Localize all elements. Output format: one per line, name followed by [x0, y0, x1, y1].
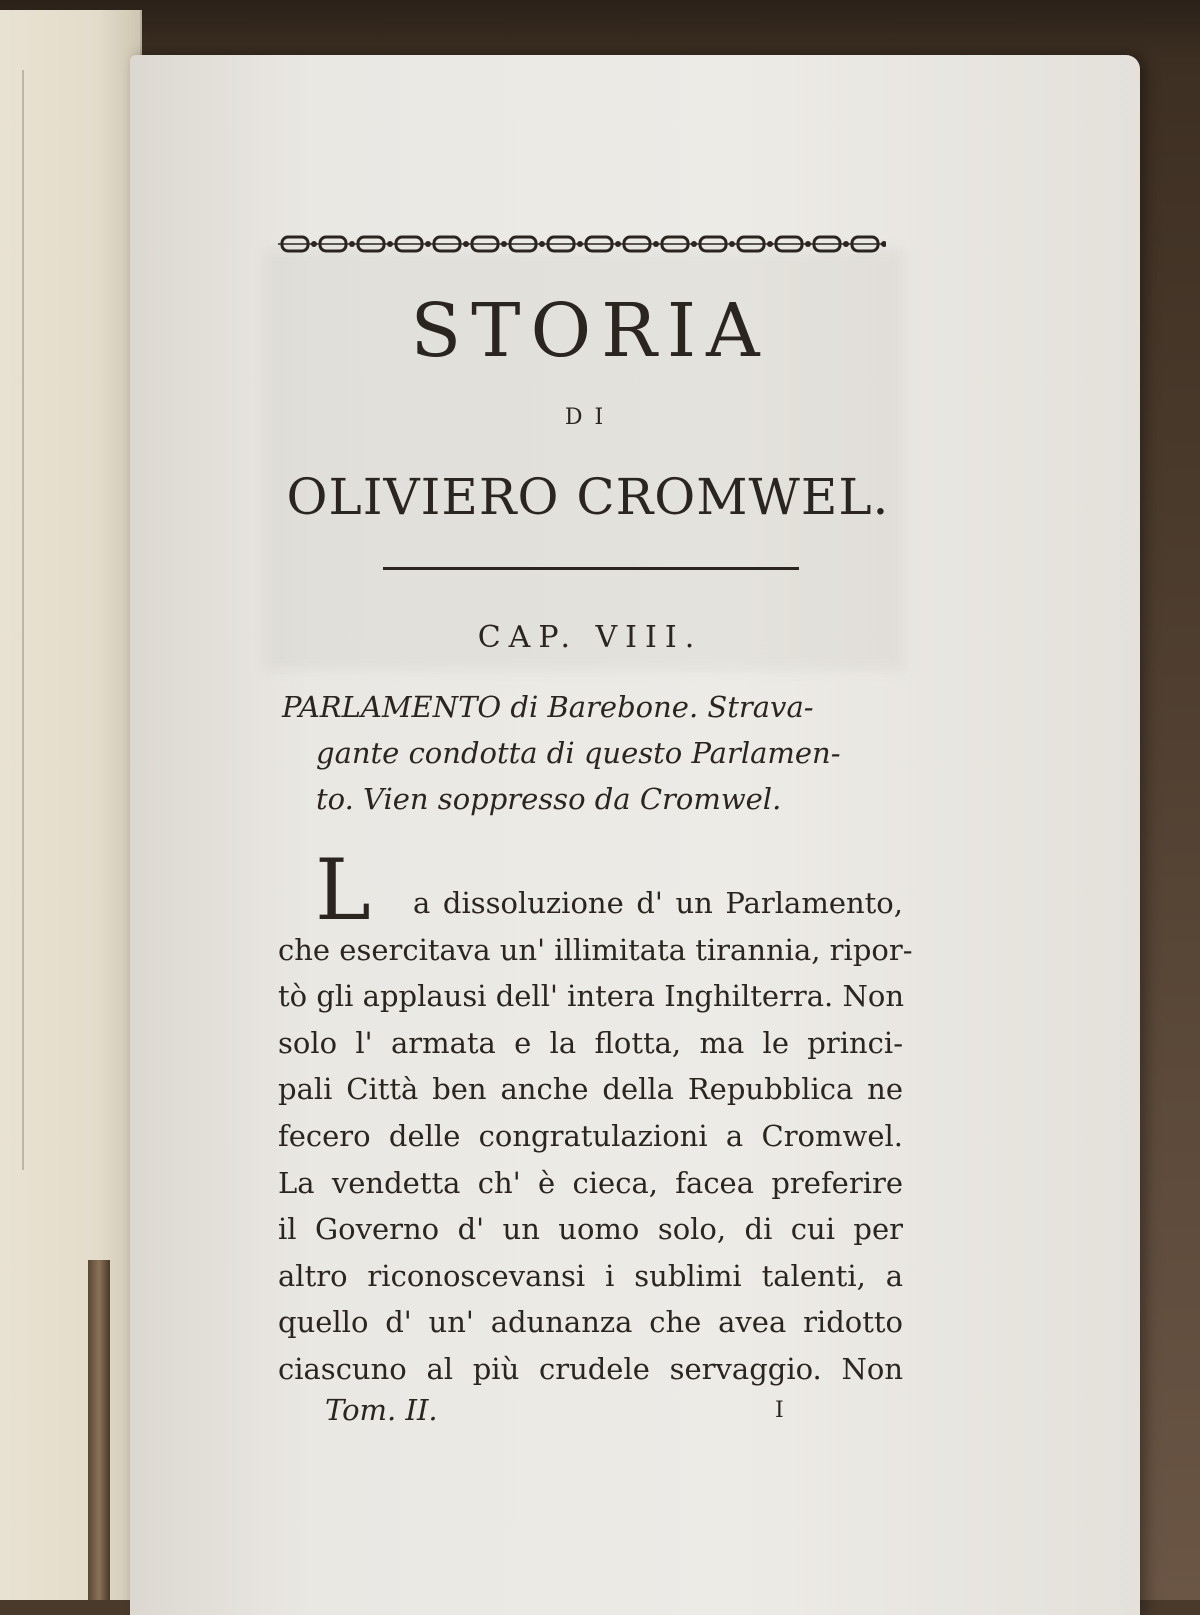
- body-line: solo l' armata e la flotta, ma le princi-: [278, 1025, 903, 1060]
- title-subject: OLIVIERO CROMWEL.: [286, 468, 890, 526]
- left-page-crease: [22, 70, 24, 1170]
- decorative-chain-border-icon: [278, 233, 886, 255]
- book-title: STORIA: [410, 288, 770, 374]
- body-line: La vendetta ch' è cieca, facea preferire: [278, 1165, 903, 1200]
- body-line: pali Città ben anche della Repubblica ne: [278, 1072, 903, 1107]
- summary-line: PARLAMENTO di Barebone. Strava-: [282, 690, 814, 724]
- summary-line: gante condotta di questo Parlamen-: [316, 736, 841, 770]
- body-line: altro riconoscevansi i sublimi talenti, a: [278, 1258, 903, 1293]
- title-connector: DI: [564, 405, 616, 430]
- title-rule: [383, 567, 799, 570]
- drop-cap: L: [315, 841, 371, 939]
- book-spine: [88, 1260, 110, 1600]
- footer-signature: I: [775, 1398, 784, 1423]
- chapter-heading: CAP. VIII.: [477, 620, 703, 655]
- footer-volume: Tom. II.: [325, 1393, 438, 1427]
- left-page: [0, 10, 142, 1600]
- body-line: che esercitava un' illimitata tirannia, ripor-: [278, 932, 913, 967]
- body-line: ciascuno al più crudele servaggio. Non: [278, 1351, 903, 1386]
- body-line: a dissoluzione d' un Parlamento,: [413, 886, 903, 920]
- chapter-summary: [282, 684, 902, 822]
- body-line: il Governo d' un uomo solo, di cui per: [278, 1212, 903, 1247]
- body-line: tò gli applausi dell' intera Inghilterra. Non: [278, 979, 905, 1014]
- body-line: fecero delle congratulazioni a Cromwel.: [278, 1118, 903, 1153]
- summary-line: to. Vien soppresso da Cromwel.: [316, 782, 782, 816]
- body-paragraph: [278, 880, 913, 1393]
- body-line: quello d' un' adunanza che avea ridotto: [278, 1305, 903, 1340]
